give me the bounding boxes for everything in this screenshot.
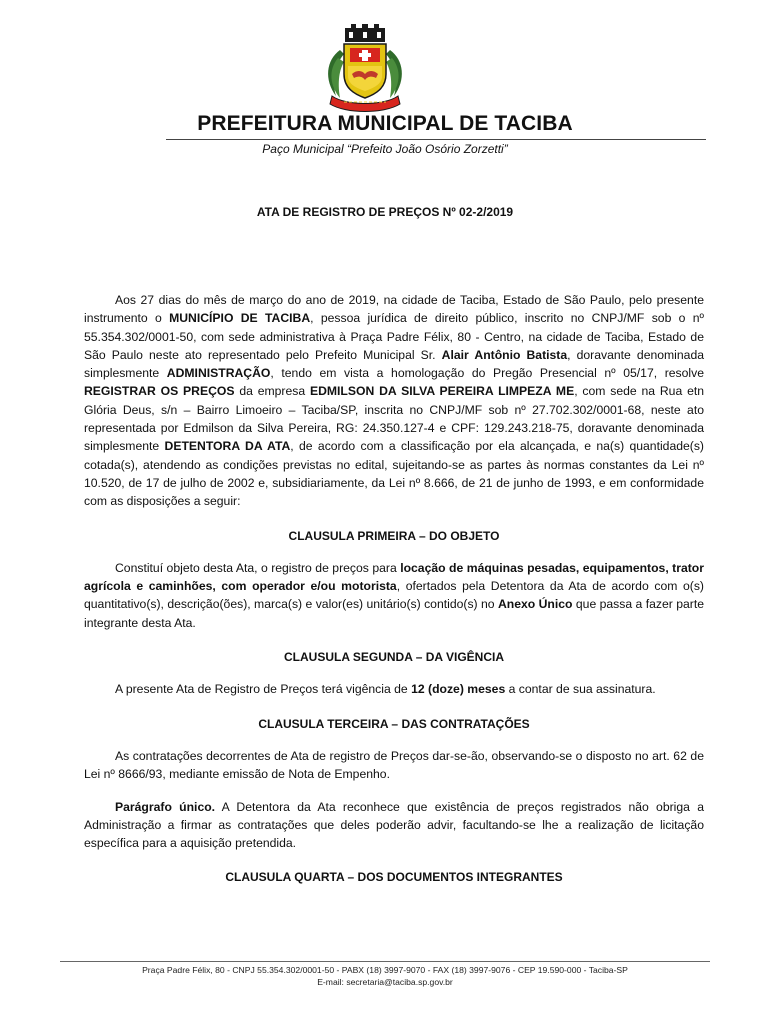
page-subtitle: Paço Municipal “Prefeito João Osório Zorzetti” — [262, 142, 508, 156]
footer-email: E-mail: secretaria@taciba.sp.gov.br — [317, 977, 453, 987]
clause-1-paragraph: Constituí objeto desta Ata, o registro de preços para locação de máquinas pesadas, equipamentos, trator agrícola e caminhões, com operador e/ou motorista, ofertados pela Detentora da Ata de acordo com o(s) quantitativo(s), descrição(ões), marca(s) e valor(es) unitário(s) contido(s) no Anexo Único que passa a fazer parte integrante desta Ata. — [84, 560, 704, 630]
page-title: PREFEITURA MUNICIPAL DE TACIBA — [197, 112, 573, 135]
document-title: ATA DE REGISTRO DE PREÇOS Nº 02-2/2019 — [256, 205, 514, 219]
clause-2-heading: CLAUSULA SEGUNDA – DA VIGÊNCIA — [283, 650, 504, 665]
clause-3-heading: CLAUSULA TERCEIRA – DAS CONTRATAÇÕES — [258, 716, 530, 731]
municipal-coat-of-arms-icon — [318, 22, 412, 114]
footer-divider — [60, 961, 710, 962]
clause-1-heading: CLAUSULA PRIMEIRA – DO OBJETO — [288, 528, 500, 543]
document-body — [84, 291, 704, 887]
footer-address: Praça Padre Félix, 80 - CNPJ 55.354.302/0001-50 - PABX (18) 3997-9070 - FAX (18) 3997-9076 - CEP 19.590-000 - Taciba-SP — [142, 965, 628, 975]
title-divider — [166, 139, 706, 140]
clause-2-paragraph: A presente Ata de Registro de Preços terá vigência de 12 (doze) meses a contar de sua assinatura. — [115, 682, 656, 697]
clause-3-sole-paragraph: Parágrafo único. A Detentora da Ata reconhece que existência de preços registrados não obriga a Administração a firmar as contratações que deles poderão advir, facultando-se lhe a realização de licitação específica para a aquisição pretendida. — [84, 799, 704, 851]
intro-paragraph: Aos 27 dias do mês de março do ano de 2019, na cidade de Taciba, Estado de São Paulo, pelo presente instrumento o MUNICÍPIO DE TACIBA, pessoa jurídica de direito público, inscrito no CNPJ/MF sob o nº 55.354.302/0001-50, com sede administrativa à Praça Padre Félix, 80 - Centro, na cidade de Taciba, Estado de São Paulo neste ato representado pelo Prefeito Municipal Sr. Alair Antônio Batista, doravante denominada simplesmente ADMINISTRAÇÃO, tendo em vista a homologação do Pregão Presencial nº 05/17, resolve REGISTRAR OS PREÇOS da empresa EDMILSON DA SILVA PEREIRA LIMPEZA ME, com sede na Rua etn Glória Deus, s/n – Bairro Limoeiro – Taciba/SP, inscrita no CNPJ/MF sob nº 27.702.302/0001-68, neste ato representada por Edmilson da Silva Pereira, RG: 24.350.127-4 e CPF: 129.243.218-75, doravante denominada simplesmente DETENTORA DA ATA, de acordo com a classificação por ela alcançada, e na(s) quantidade(s) cotada(s), atendendo as condições previstas no edital, sujeitando-se as partes às normas constantes da Lei nº 10.520, de 17 de julho de 2002 e, subsidiariamente, da Lei nº 8.666, de 21 de junho de 1993, e em conformidade com as disposições a seguir: — [84, 293, 705, 509]
clause-4-heading: CLAUSULA QUARTA – DOS DOCUMENTOS INTEGRANTES — [225, 870, 563, 885]
clause-3-paragraph: As contratações decorrentes de Ata de registro de Preços dar-se-ão, observando-se o disposto no art. 62 de Lei nº 8666/93, mediante emissão de Nota de Empenho. — [84, 748, 704, 782]
page-footer — [60, 964, 710, 988]
